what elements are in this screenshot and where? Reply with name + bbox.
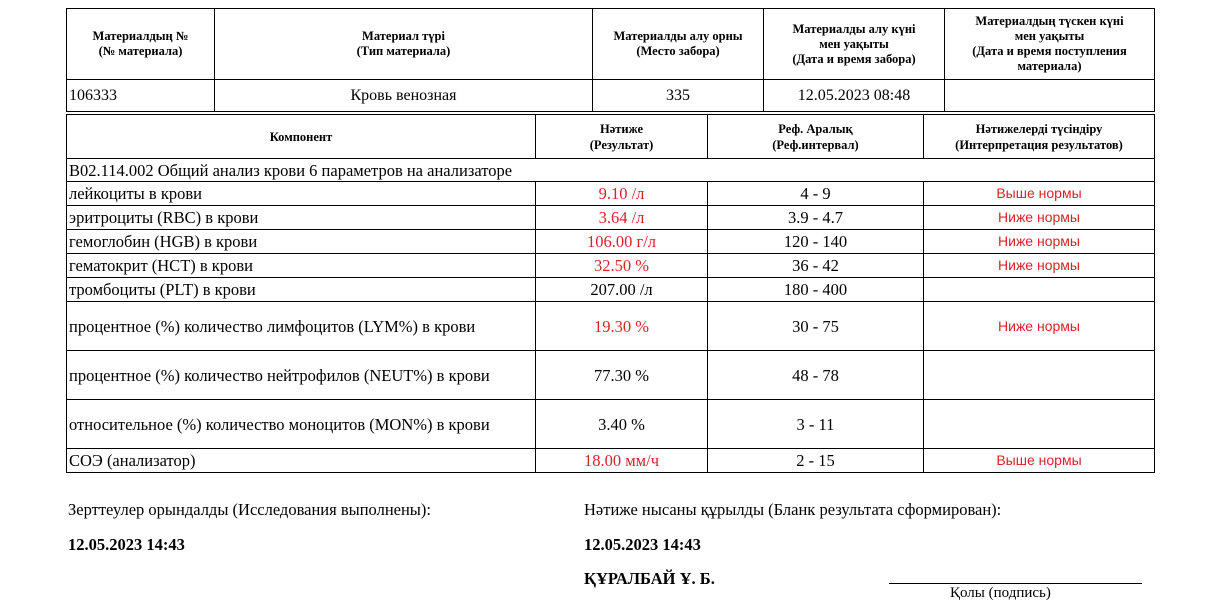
result-value: 9.10 /л [536,182,708,206]
result-header: Нәтиже (Результат) [536,115,708,159]
reference-range: 3.9 - 4.7 [708,206,924,230]
result-row [67,206,1155,230]
material-type: Кровь венозная [215,80,593,112]
interpretation: Ниже нормы [924,254,1155,278]
result-row [67,449,1155,473]
results-header-row [67,115,1155,159]
component-name: гематокрит (HCT) в крови [67,254,536,278]
interpretation: Ниже нормы [924,302,1155,351]
reference-range: 30 - 75 [708,302,924,351]
result-row [67,230,1155,254]
reference-range: 36 - 42 [708,254,924,278]
result-value: 19.30 % [536,302,708,351]
component-name: процентное (%) количество нейтрофилов (NEUT%) в крови [67,351,536,400]
material-taken-header: Материалды алу күні мен уақыты (Дата и время забора) [764,9,945,80]
reference-range: 48 - 78 [708,351,924,400]
material-number: 106333 [67,80,215,112]
signature-line [889,583,1142,584]
results-table [66,114,1155,473]
interpretation-header: Нәтижелерді түсіндіру (Интерпретация результатов) [924,115,1155,159]
component-name: относительное (%) количество моноцитов (MON%) в крови [67,400,536,449]
result-row [67,351,1155,400]
performed-date: 12.05.2023 14:43 [68,535,185,554]
result-row [67,182,1155,206]
formed-label: Нәтиже нысаны құрылды (Бланк результата сформирован): [584,500,1002,519]
component-name: эритроциты (RBC) в крови [67,206,536,230]
material-place-header: Материалды алу орны (Место забора) [593,9,764,80]
section-row [67,159,1155,182]
reference-range: 180 - 400 [708,278,924,302]
interpretation: Ниже нормы [924,230,1155,254]
result-value: 3.64 /л [536,206,708,230]
performed-label: Зерттеулер орындалды (Исследования выполнены): [68,500,431,519]
result-row [67,302,1155,351]
formed-date: 12.05.2023 14:43 [584,535,701,554]
component-name: тромбоциты (PLT) в крови [67,278,536,302]
component-name: лейкоциты в крови [67,182,536,206]
reference-range: 4 - 9 [708,182,924,206]
reference-header: Реф. Аралық (Реф.интервал) [708,115,924,159]
result-value: 3.40 % [536,400,708,449]
result-row [67,254,1155,278]
interpretation: Выше нормы [924,182,1155,206]
material-received-datetime [945,80,1155,112]
result-value: 18.00 мм/ч [536,449,708,473]
interpretation: Выше нормы [924,449,1155,473]
component-name: процентное (%) количество лимфоцитов (LYM%) в крови [67,302,536,351]
material-place: 335 [593,80,764,112]
material-number-header: Материалдың № (№ материала) [67,9,215,80]
section-title: B02.114.002 Общий анализ крови 6 параметров на анализаторе [67,159,1155,182]
material-received-header: Материалдың түскен күні мен уақыты (Дата и время поступления материала) [945,9,1155,80]
result-value: 207.00 /л [536,278,708,302]
material-header-row [67,9,1155,80]
interpretation [924,400,1155,449]
signer-name: ҚҰРАЛБАЙ Ұ. Б. [584,569,715,588]
interpretation: Ниже нормы [924,206,1155,230]
material-type-header: Материал түрі (Тип материала) [215,9,593,80]
component-name: СОЭ (анализатор) [67,449,536,473]
result-value: 32.50 % [536,254,708,278]
result-rows [67,182,1155,473]
result-row [67,278,1155,302]
reference-range: 2 - 15 [708,449,924,473]
reference-range: 3 - 11 [708,400,924,449]
component-name: гемоглобин (HGB) в крови [67,230,536,254]
component-header: Компонент [67,115,536,159]
result-value: 77.30 % [536,351,708,400]
material-table [66,8,1155,112]
interpretation [924,351,1155,400]
result-row [67,400,1155,449]
reference-range: 120 - 140 [708,230,924,254]
result-value: 106.00 г/л [536,230,708,254]
interpretation [924,278,1155,302]
material-data-row [67,80,1155,112]
material-taken-datetime: 12.05.2023 08:48 [764,80,945,112]
signature-caption: Қолы (подпись) [950,585,1051,601]
